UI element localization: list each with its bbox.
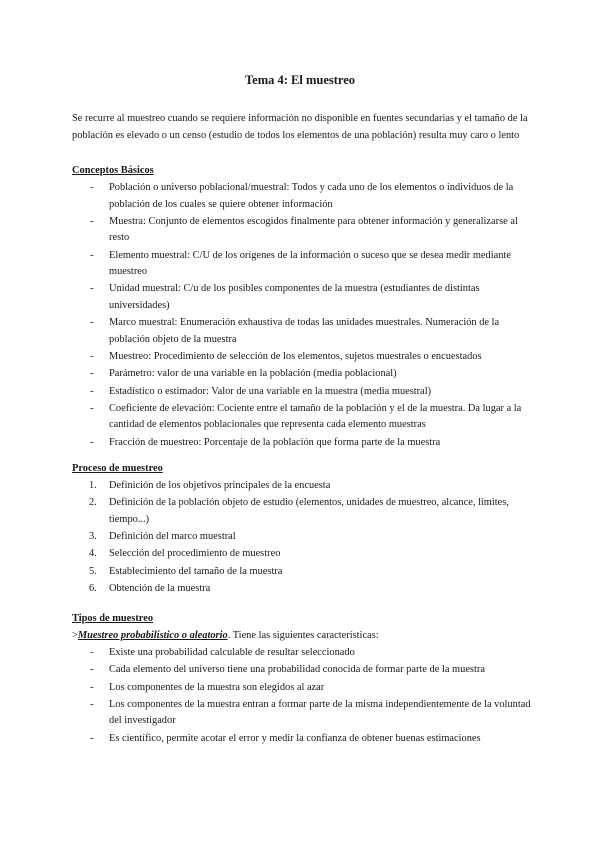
concept-text: Parámetro: valor de una variable en la población (media poblacional)	[109, 368, 397, 380]
intro-paragraph: Se recurre al muestreo cuando se requiere información no disponible en fuentes secundarias y el tamaño de la población es elevado o un censo (estudio de todos los elementos de una población) resulta muy caro o lento	[72, 113, 528, 141]
step-text: Selección del procedimiento de muestreo	[109, 548, 281, 560]
list-item	[72, 401, 534, 434]
item-number: 6.	[89, 582, 97, 594]
dash-bullet: -	[90, 436, 94, 448]
list-item	[72, 697, 534, 730]
proceso-heading: Proceso de muestreo	[72, 463, 163, 474]
list-item	[72, 281, 534, 314]
concept-text: Elemento muestral: C/U de los orígenes de la información o suceso que se desea medir mediante muestreo	[109, 249, 511, 278]
list-item	[72, 564, 534, 581]
list-item	[72, 248, 534, 281]
list-item	[72, 662, 534, 679]
probabilistico-line	[72, 628, 379, 644]
dash-bullet: -	[90, 317, 94, 329]
list-item	[72, 384, 534, 401]
dash-bullet: -	[90, 249, 94, 261]
dash-bullet: -	[90, 681, 94, 693]
list-item	[72, 680, 534, 697]
concept-text: Muestra: Conjunto de elementos escogidos finalmente para obtener información y generalizarse al resto	[109, 215, 518, 244]
list-item	[72, 478, 534, 495]
conceptos-heading: Conceptos Básicos	[72, 165, 154, 176]
concept-text: Fracción de muestreo: Porcentaje de la población que forma parte de la muestra	[109, 436, 441, 448]
list-item	[72, 435, 534, 452]
tipos-list	[72, 645, 534, 748]
dash-bullet: -	[90, 368, 94, 380]
list-item	[72, 495, 534, 528]
concept-text: Muestreo: Procedimiento de selección de los elementos, sujetos muestrales o encuestados	[109, 350, 482, 362]
item-number: 3.	[89, 531, 97, 543]
concept-text: Unidad muestral: C/u de los posibles componentes de la muestra (estudiantes de distintas universidades)	[109, 283, 480, 311]
list-item	[72, 366, 534, 383]
concept-text: Estadístico o estimador: Valor de una variable en la muestra (media muestral)	[109, 385, 432, 397]
list-item	[72, 529, 534, 546]
item-number: 2.	[89, 497, 97, 509]
conceptos-list	[72, 180, 534, 452]
dash-bullet: -	[90, 732, 94, 744]
dash-bullet: -	[90, 350, 94, 362]
step-text: Establecimiento del tamaño de la muestra	[109, 565, 283, 577]
list-item	[72, 731, 534, 748]
list-item	[72, 645, 534, 662]
dash-bullet: -	[90, 385, 94, 397]
list-item	[72, 180, 534, 213]
dash-bullet: -	[90, 402, 94, 414]
feature-text: Cada elemento del universo tiene una probabilidad conocida de formar parte de la muestra	[109, 664, 485, 676]
list-item	[72, 349, 534, 366]
dash-bullet: -	[90, 283, 94, 295]
item-number: 1.	[89, 480, 97, 491]
feature-text: Los componentes de la muestra entran a formar parte de la misma independientemente de la voluntad del investigador	[109, 698, 531, 727]
list-item	[72, 546, 534, 563]
dash-bullet: -	[90, 182, 94, 193]
page-title: Tema 4: El muestreo	[244, 73, 356, 87]
item-number: 5.	[89, 565, 97, 577]
concept-text: Coeficiente de elevación: Cociente entre el tamaño de la población y el de la muestra. Da lugar a la cantidad de elementos poblacionales que representa cada elemento muestras	[109, 402, 522, 431]
probabilistico-term: Muestreo probabilístico o aleatorio	[77, 630, 228, 641]
concept-text: : Todos y cada uno de los elementos o individuos de la población de los cuales se quiere obtener información	[109, 182, 514, 210]
dash-bullet: -	[90, 698, 94, 710]
dash-bullet: -	[90, 647, 94, 658]
step-text: Definición del marco muestral	[109, 531, 236, 543]
list-item	[72, 315, 534, 348]
proceso-list	[72, 478, 534, 598]
step-text: Definición de la población objeto de estudio (elementos, unidades de muestreo, alcance, límites, tiempo...)	[109, 497, 509, 525]
prefix-marker: >	[72, 630, 78, 641]
concept-term: Población o universo poblacional/muestral	[109, 182, 287, 193]
dash-bullet: -	[90, 215, 94, 227]
feature-text: Es científico, permite acotar el error y medir la confianza de obtener buenas estimaciones	[109, 732, 481, 744]
list-item	[72, 581, 534, 598]
step-text: Definición de los objetivos principales de la encuesta	[109, 480, 331, 491]
step-text: Obtención de la muestra	[109, 582, 211, 594]
list-item	[72, 214, 534, 247]
concept-text: Marco muestral: Enumeración exhaustiva de todas las unidades muestrales. Numeración de la población objeto de la muestra	[109, 317, 500, 345]
feature-text: Existe una probabilidad calculable de resultar seleccionado	[109, 647, 355, 658]
dash-bullet: -	[90, 664, 94, 676]
tipos-heading: Tipos de muestreo	[72, 613, 154, 624]
feature-text: Los componentes de la muestra son elegidos al azar	[109, 681, 325, 693]
probabilistico-suffix: . Tiene las siguientes características:	[227, 630, 379, 641]
item-number: 4.	[89, 548, 97, 560]
